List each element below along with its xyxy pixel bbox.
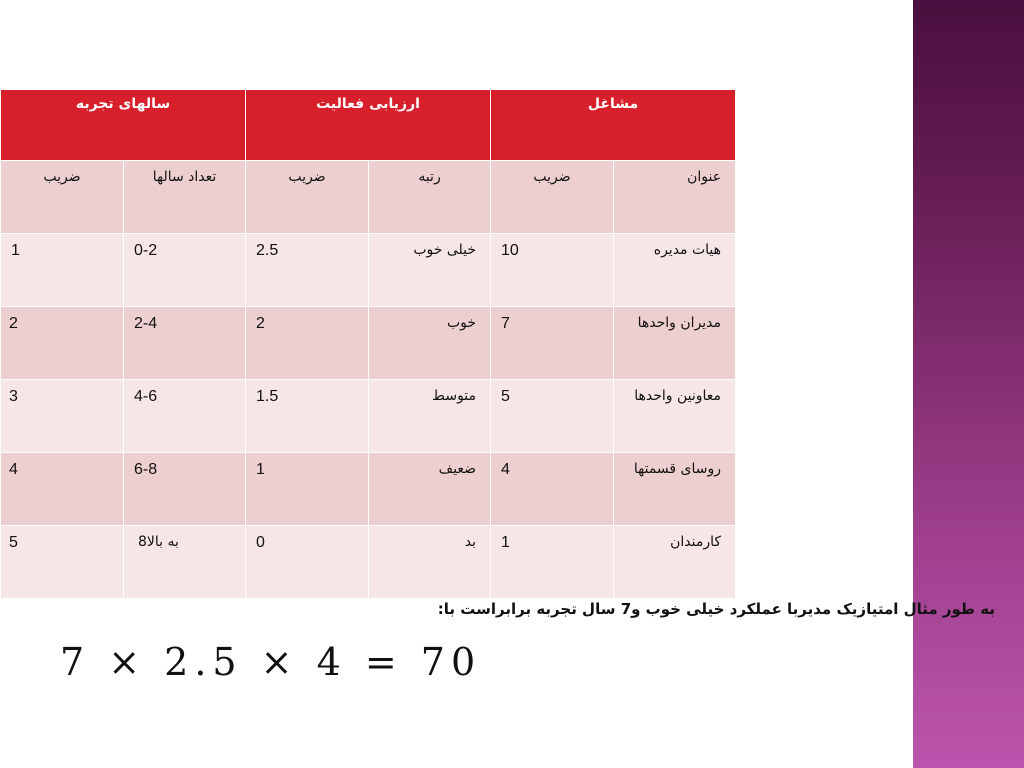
cell-title: روسای قسمتها: [614, 453, 736, 526]
cell-perf-coef: 0: [246, 526, 369, 599]
decorative-side-band: [913, 0, 1024, 768]
cell-perf-coef: 2: [246, 307, 369, 380]
cell-years: 2-4: [124, 307, 246, 380]
cell-job-coef: 7: [491, 307, 614, 380]
cell-rank: خوب: [369, 307, 491, 380]
subheader-years-count: تعداد سالها: [124, 161, 246, 234]
group-header-jobs-label: مشاغل: [587, 96, 639, 112]
subheader-row: [1, 161, 736, 234]
group-header-experience: [1, 90, 246, 161]
group-header-row: [1, 90, 736, 161]
cell-title: هیات مدیره: [614, 234, 736, 307]
group-header-jobs: [491, 90, 736, 161]
cell-exp-coef: 1: [1, 234, 124, 307]
cell-exp-coef: 3: [1, 380, 124, 453]
group-header-performance: [246, 90, 491, 161]
table-row: [1, 453, 736, 526]
table-row: [1, 307, 736, 380]
cell-rank: متوسط: [369, 380, 491, 453]
cell-exp-coef: 4: [1, 453, 124, 526]
cell-job-coef: 5: [491, 380, 614, 453]
cell-job-coef: 4: [491, 453, 614, 526]
cell-rank: خیلی خوب: [369, 234, 491, 307]
cell-title: کارمندان: [614, 526, 736, 599]
scoring-table: [0, 89, 736, 599]
cell-perf-coef: 2.5: [246, 234, 369, 307]
subheader-perf-coef: ضریب: [246, 161, 369, 234]
cell-job-coef: 1: [491, 526, 614, 599]
example-caption: به طور مثال امتیازیک مدیربا عملکرد خیلی خوب و7 سال تجربه برابراست با:: [437, 600, 995, 618]
score-formula: 7 × 2.5 × 4 = 70: [60, 640, 482, 684]
table-row: [1, 526, 736, 599]
group-header-performance-label: ارزیابی فعالیت: [316, 96, 420, 112]
cell-years: 8به بالا: [124, 526, 246, 599]
cell-title: مدیران واحدها: [614, 307, 736, 380]
table-row: [1, 234, 736, 307]
cell-exp-coef: 5: [1, 526, 124, 599]
cell-perf-coef: 1.5: [246, 380, 369, 453]
cell-years: 6-8: [124, 453, 246, 526]
cell-years: 0-2: [124, 234, 246, 307]
cell-perf-coef: 1: [246, 453, 369, 526]
cell-exp-coef: 2: [1, 307, 124, 380]
subheader-rank: رتبه: [369, 161, 491, 234]
cell-rank: ضعیف: [369, 453, 491, 526]
cell-title: معاونین واحدها: [614, 380, 736, 453]
group-header-experience-label: سالهای تجربه: [75, 96, 171, 112]
subheader-job-coef: ضریب: [491, 161, 614, 234]
cell-rank: بد: [369, 526, 491, 599]
subheader-exp-coef: ضریب: [1, 161, 124, 234]
table-row: [1, 380, 736, 453]
cell-years: 4-6: [124, 380, 246, 453]
subheader-title: عنوان: [614, 161, 736, 234]
cell-job-coef: 10: [491, 234, 614, 307]
